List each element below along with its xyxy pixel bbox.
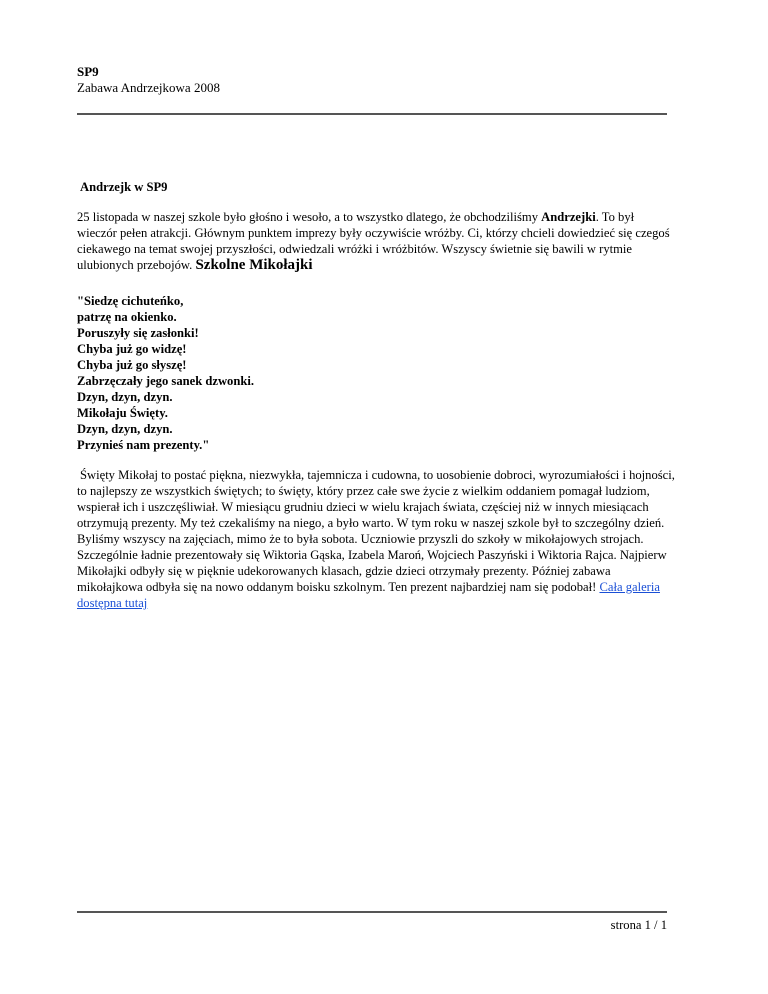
- site-subtitle: Zabawa Andrzejkowa 2008: [77, 80, 220, 95]
- poem-line: Dzyn, dzyn, dzyn.: [77, 422, 173, 436]
- page-number: strona 1 / 1: [610, 918, 667, 932]
- poem-line: Mikołaju Święty.: [77, 406, 168, 420]
- poem-line: Chyba już go słyszę!: [77, 358, 187, 372]
- poem-line: Poruszyły się zasłonki!: [77, 326, 199, 340]
- gallery-link[interactable]: Cała galeria dostępna tutaj: [77, 580, 660, 610]
- site-title: SP9: [77, 64, 99, 79]
- poem-line: Zabrzęczały jego sanek dzwonki.: [77, 374, 255, 388]
- poem-line: Chyba już go widzę!: [77, 342, 187, 356]
- intro-text-start: 25 listopada w naszej szkole było głośno i wesoło, a to wszystko dlatego, że obchodziliśmy: [77, 210, 542, 224]
- article-content: [77, 179, 677, 611]
- poem-line: "Siedzę cichuteńko,: [77, 294, 184, 308]
- second-section-heading: Szkolne Mikołajki: [195, 257, 313, 273]
- intro-text-end: . To był wieczór pełen atrakcji. Głównym punktem imprezy były oczywiście wróżby. Ci, którzy chcieli dowiedzieć się czegoś ciekawego na temat swojej przyszłości, odwiedzali wróżki i wróżbitów. Wszyscy świetnie się bawili w rytmie ulubionych przebojów.: [77, 210, 670, 272]
- poem: [77, 293, 677, 453]
- poem-line: Przynieś nam prezenty.": [77, 438, 210, 452]
- intro-paragraph: [77, 209, 677, 273]
- footer-divider: [77, 911, 667, 913]
- page-header: [77, 64, 667, 96]
- poem-line: patrzę na okienko.: [77, 310, 177, 324]
- article-heading: Andrzejk w SP9: [80, 180, 168, 194]
- poem-line: Dzyn, dzyn, dzyn.: [77, 390, 173, 404]
- header-divider: [77, 113, 667, 115]
- intro-bold-term: Andrzejki: [541, 210, 596, 224]
- story-paragraph: [77, 467, 677, 611]
- story-text: Święty Mikołaj to postać piękna, niezwykła, tajemnicza i cudowna, to uosobienie dobroci, wyrozumiałości i hojności, to najlepszy ze wszystkich świętych; to święty, który przez całe swe życie z wielkim oddaniem pomagał ludziom, wspierał ich i uszczęśliwiał. W miesiącu grudniu dzieci w wielu krajach świata, częściej niż w innych miesiącach otrzymują prezenty. My też czekaliśmy na niego, a było warto. W tym roku w naszej szkole był to szczególny dzień. Byliśmy wszyscy na zajęciach, mimo że to była sobota. Uczniowie przyszli do szkoły w mikołajowych strojach. Szczególnie ładnie prezentowały się Wiktoria Gąska, Izabela Maroń, Wojciech Paszyński i Wiktoria Rajca. Najpierw Mikołajki odbyły się w pięknie udekorowanych klasach, gdzie dzieci otrzymały prezenty. Później zabawa mikołajkowa odbyła się na nowo oddanym boisku szkolnym. Ten prezent najbardziej nam się podobał!: [77, 468, 675, 594]
